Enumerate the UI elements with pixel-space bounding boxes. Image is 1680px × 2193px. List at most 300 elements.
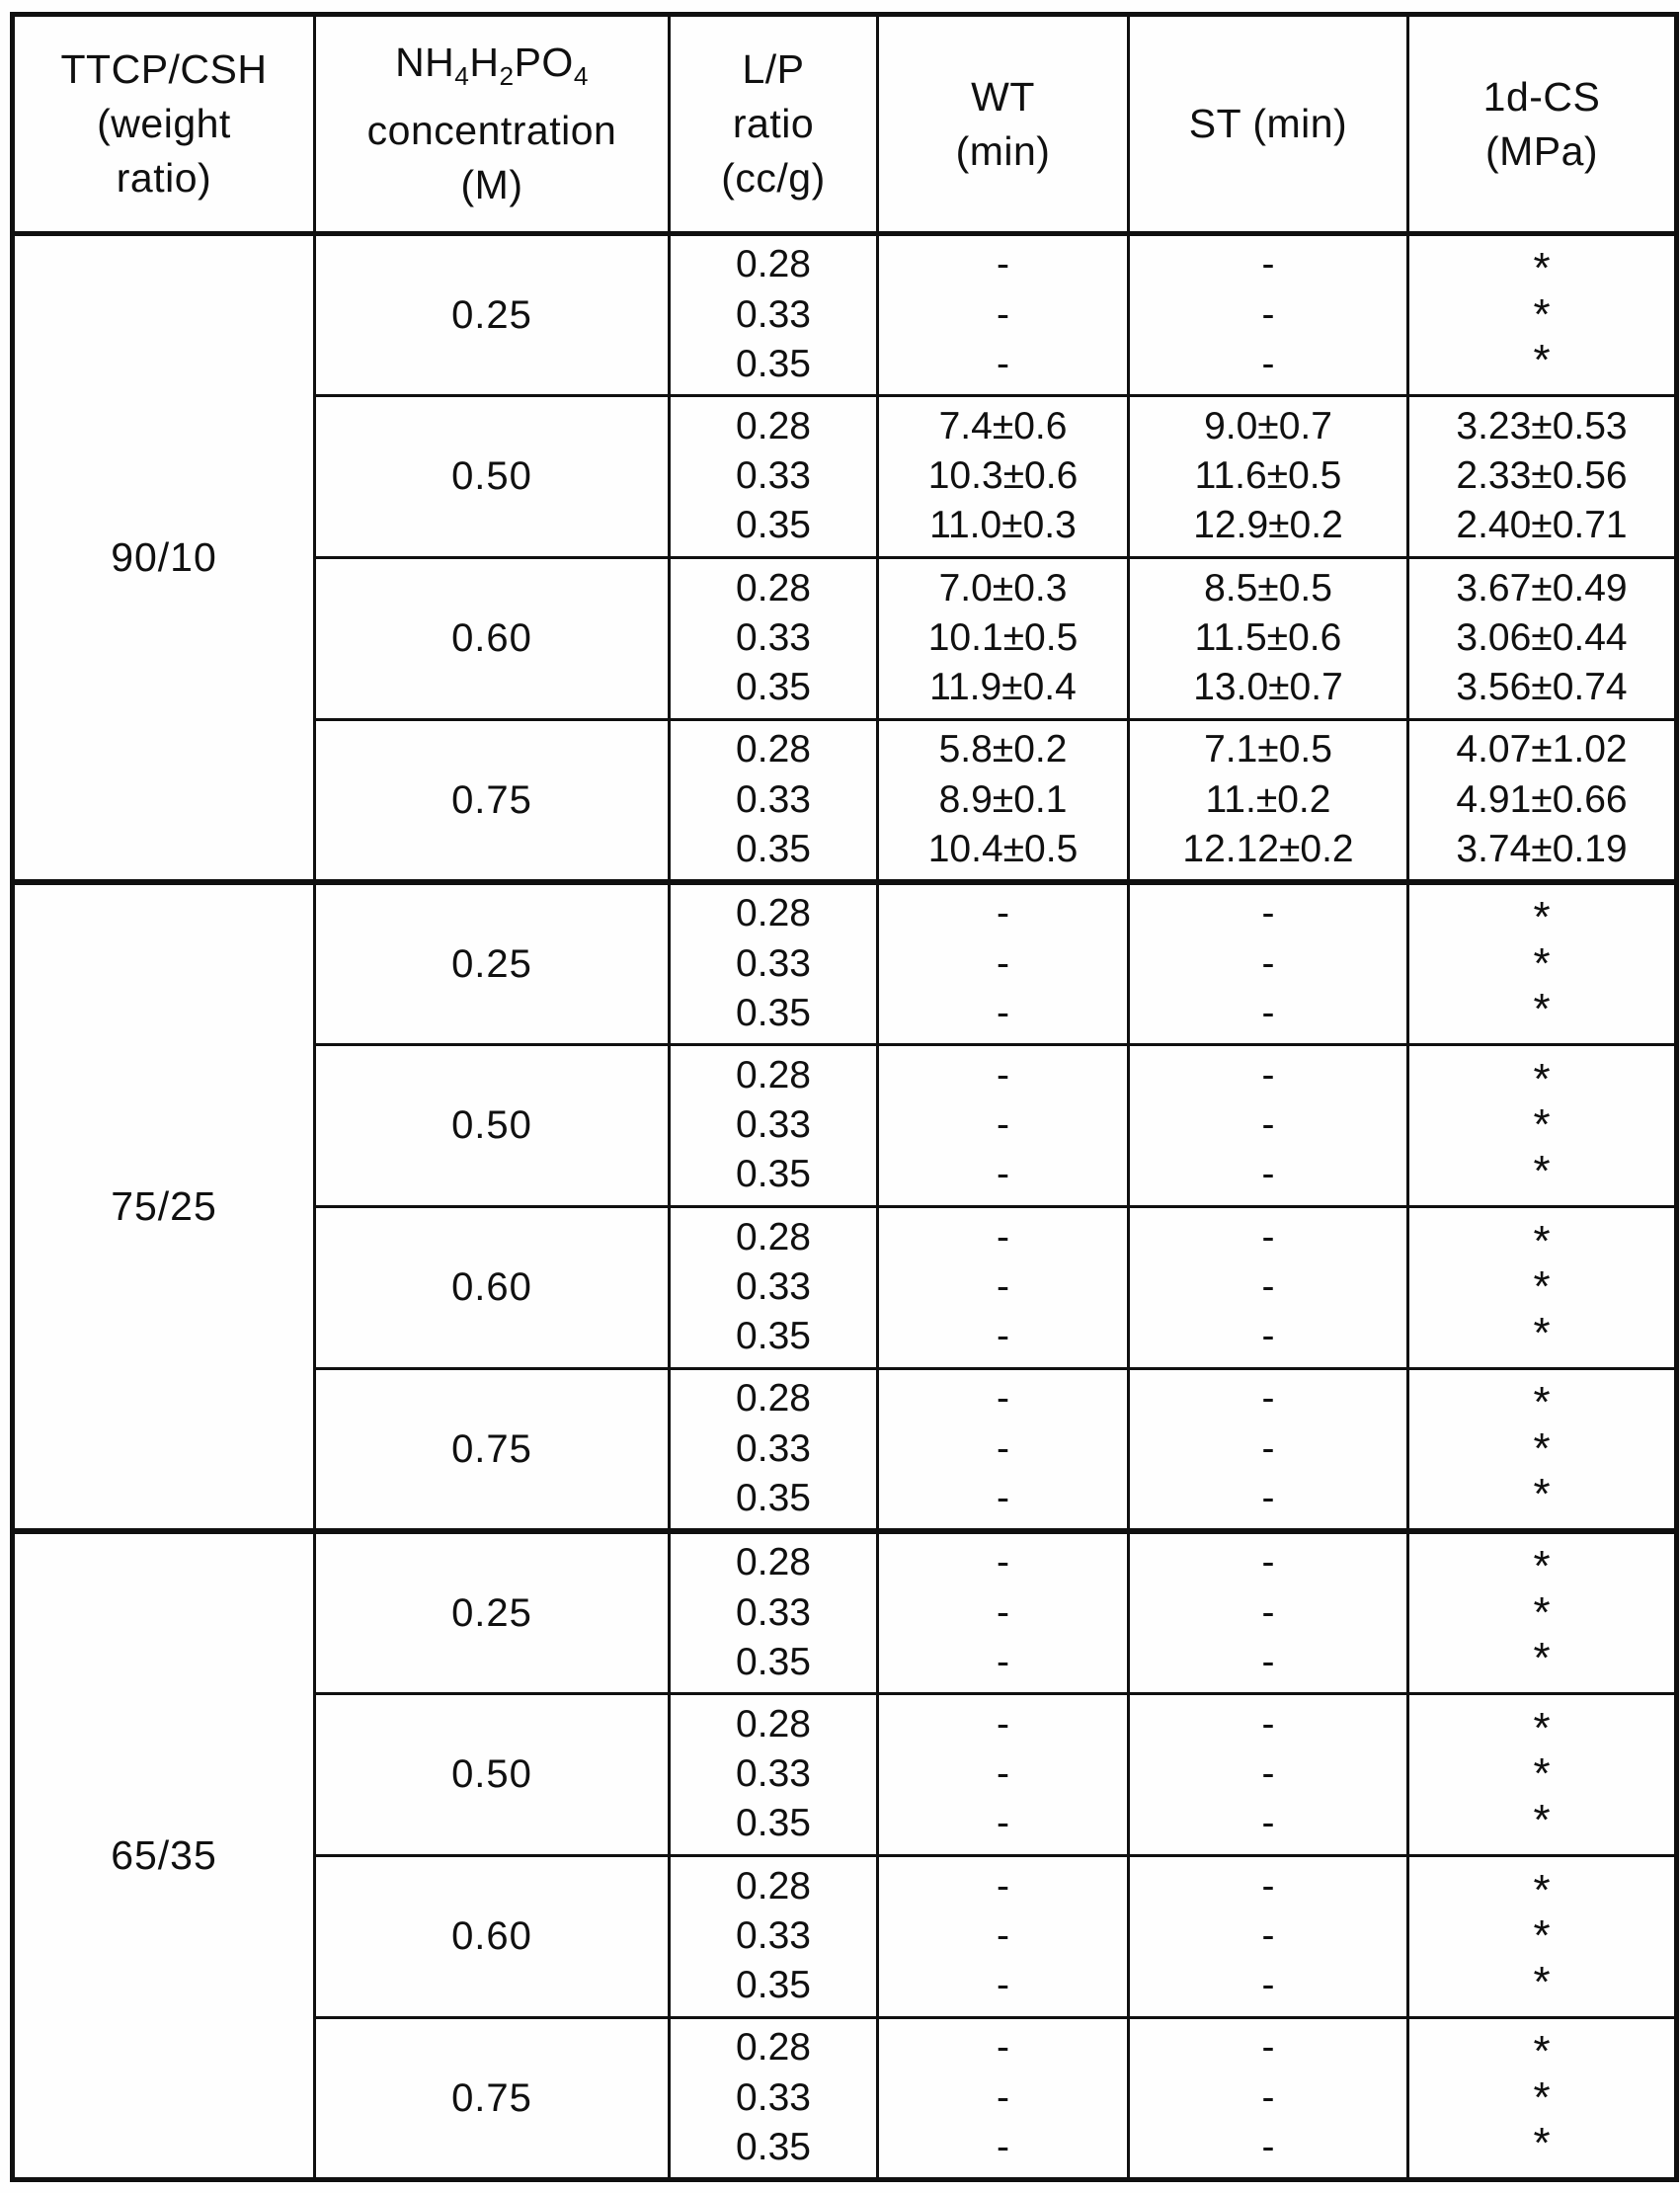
cs-cell (1408, 1856, 1677, 2018)
wt-lines (879, 721, 1127, 879)
concentration-value: 0.60 (451, 1914, 532, 1958)
cs-cell (1408, 234, 1677, 396)
cs-value: * (1533, 289, 1551, 339)
cs-cell (1408, 1045, 1677, 1207)
lp-value: 0.33 (736, 777, 811, 821)
cs-cell (1408, 1369, 1677, 1532)
st-cell (1129, 558, 1408, 720)
st-value: - (1261, 2026, 1275, 2070)
lp-cell (670, 1531, 878, 1694)
lp-value: 0.33 (736, 1752, 811, 1796)
st-value: 12.9±0.2 (1193, 504, 1343, 547)
lp-cell (670, 396, 878, 558)
lp-value: 0.35 (736, 342, 811, 385)
header-concentration (315, 15, 670, 234)
st-value: - (1261, 1541, 1275, 1584)
st-value: - (1261, 243, 1275, 286)
wt-value: - (997, 1914, 1009, 1958)
lp-value: 0.28 (736, 1702, 811, 1746)
cs-value: * (1533, 1957, 1551, 2006)
formula-subscript: 4 (573, 61, 589, 91)
wt-value: - (997, 1964, 1009, 2007)
lp-value: 0.33 (736, 1265, 811, 1309)
header-line: (M) (460, 162, 523, 207)
concentration-value: 0.25 (451, 292, 532, 337)
st-lines (1130, 1534, 1406, 1692)
wt-value: - (997, 1426, 1009, 1470)
st-value: - (1261, 1315, 1275, 1358)
wt-value: - (997, 892, 1009, 935)
cs-value: 2.33±0.56 (1456, 454, 1628, 498)
cs-cell (1408, 2018, 1677, 2180)
header-line: ST (min) (1188, 101, 1348, 146)
cs-lines (1409, 721, 1674, 879)
header-line: (MPa) (1484, 127, 1599, 174)
st-lines (1130, 1858, 1406, 2016)
header-line: (min) (955, 127, 1051, 174)
weight-ratio-value: 90/10 (111, 534, 217, 580)
weight-ratio-cell (13, 234, 315, 883)
header-st (1129, 15, 1408, 234)
lp-cell (670, 1369, 878, 1532)
lp-value: 0.33 (736, 454, 811, 498)
header-1d-cs (1408, 15, 1677, 234)
st-value: - (1261, 1802, 1275, 1845)
weight-ratio-value: 65/35 (111, 1832, 217, 1878)
st-lines (1130, 2019, 1406, 2177)
wt-value: - (997, 2125, 1009, 2168)
wt-value: - (997, 1640, 1009, 1683)
st-value: - (1261, 1964, 1275, 2007)
wt-lines (879, 885, 1127, 1043)
wt-cell (878, 1369, 1129, 1532)
wt-cell (878, 1045, 1129, 1207)
st-value: - (1261, 1864, 1275, 1908)
st-lines (1130, 398, 1406, 556)
st-cell (1129, 720, 1408, 883)
wt-lines (879, 2019, 1127, 2177)
table-body (13, 234, 1677, 2180)
cs-value: * (1533, 2119, 1551, 2168)
lp-lines (671, 1696, 876, 1854)
lp-value: 0.35 (736, 1315, 811, 1358)
concentration-cell (315, 1856, 670, 2018)
wt-cell (878, 2018, 1129, 2180)
concentration-value: 0.75 (451, 1426, 532, 1471)
st-cell (1129, 234, 1408, 396)
lp-value: 0.33 (736, 1103, 811, 1147)
cs-lines (1409, 1209, 1674, 1367)
st-cell (1129, 1856, 1408, 2018)
header-line: (weight (97, 101, 231, 146)
wt-cell (878, 396, 1129, 558)
st-value: - (1261, 1752, 1275, 1796)
st-value: - (1261, 1640, 1275, 1683)
cs-value: * (1533, 1542, 1551, 1591)
header-line: (cc/g) (721, 155, 826, 201)
wt-value: - (997, 1053, 1009, 1096)
lp-value: 0.28 (736, 566, 811, 609)
wt-cell (878, 1207, 1129, 1369)
wt-lines (879, 1209, 1127, 1367)
lp-cell (670, 720, 878, 883)
concentration-cell (315, 558, 670, 720)
lp-cell (670, 1207, 878, 1369)
wt-lines (879, 1047, 1127, 1205)
concentration-value: 0.60 (451, 1265, 532, 1309)
wt-value: - (997, 1315, 1009, 1358)
formula-text: H (469, 40, 500, 85)
wt-value: - (997, 1153, 1009, 1196)
concentration-cell (315, 234, 670, 396)
cs-lines (1409, 1696, 1674, 1854)
cs-value: * (1533, 1865, 1551, 1914)
header-wt (878, 15, 1129, 234)
cs-value: * (1533, 1911, 1551, 1961)
st-value: - (1261, 892, 1275, 935)
concentration-value: 0.25 (451, 1590, 532, 1635)
cs-value: * (1533, 1216, 1551, 1265)
cs-value: 3.06±0.44 (1456, 616, 1628, 660)
wt-value: - (997, 1377, 1009, 1421)
wt-cell (878, 720, 1129, 883)
cs-value: * (1533, 1308, 1551, 1357)
cs-lines (1409, 398, 1674, 556)
st-value: 11.6±0.5 (1194, 454, 1342, 498)
header-line: 1d-CS (1482, 73, 1601, 120)
st-value: - (1261, 2075, 1275, 2119)
st-value: 13.0±0.7 (1193, 666, 1343, 709)
wt-value: 11.9±0.4 (929, 666, 1077, 709)
st-value: 8.5±0.5 (1204, 566, 1332, 609)
cs-value: * (1533, 1378, 1551, 1427)
st-cell (1129, 2018, 1408, 2180)
wt-value: - (997, 1590, 1009, 1634)
cs-value: 3.23±0.53 (1456, 404, 1628, 447)
cs-value: * (1533, 893, 1551, 942)
cs-value: * (1533, 1423, 1551, 1473)
header-lp-ratio (670, 15, 878, 234)
concentration-cell (315, 1207, 670, 1369)
cs-value: 3.67±0.49 (1456, 566, 1628, 609)
wt-cell (878, 882, 1129, 1045)
st-value: 7.1±0.5 (1204, 728, 1332, 772)
lp-cell (670, 1045, 878, 1207)
cs-value: * (1533, 336, 1551, 385)
concentration-value: 0.50 (451, 454, 532, 498)
st-cell (1129, 1369, 1408, 1532)
st-value: - (1261, 1914, 1275, 1958)
concentration-cell (315, 1045, 670, 1207)
wt-value: - (997, 2075, 1009, 2119)
lp-value: 0.35 (736, 1476, 811, 1519)
st-value: - (1261, 991, 1275, 1034)
cs-value: * (1533, 938, 1551, 988)
lp-value: 0.35 (736, 1640, 811, 1683)
concentration-cell (315, 396, 670, 558)
cs-cell (1408, 396, 1677, 558)
cs-cell (1408, 882, 1677, 1045)
cs-value: * (1533, 1703, 1551, 1752)
cs-lines (1409, 885, 1674, 1043)
concentration-value: 0.60 (451, 616, 532, 660)
lp-value: 0.28 (736, 1377, 811, 1421)
header-line: TTCP/CSH (60, 46, 268, 92)
wt-value: 11.0±0.3 (929, 504, 1077, 547)
concentration-value: 0.50 (451, 1103, 532, 1147)
lp-cell (670, 1856, 878, 2018)
lp-value: 0.33 (736, 616, 811, 660)
st-lines (1130, 1047, 1406, 1205)
wt-value: - (997, 1265, 1009, 1309)
concentration-value: 0.75 (451, 777, 532, 822)
st-value: - (1261, 1426, 1275, 1470)
st-lines (1130, 560, 1406, 718)
st-cell (1129, 396, 1408, 558)
lp-cell (670, 882, 878, 1045)
st-cell (1129, 1531, 1408, 1694)
lp-lines (671, 1858, 876, 2016)
st-value: - (1261, 1476, 1275, 1519)
wt-value: 10.4±0.5 (927, 827, 1079, 870)
st-value: - (1261, 1590, 1275, 1634)
st-lines (1130, 885, 1406, 1043)
lp-value: 0.28 (736, 2026, 811, 2070)
st-value: - (1261, 1103, 1275, 1147)
cs-value: * (1533, 1054, 1551, 1103)
concentration-cell (315, 1694, 670, 1856)
formula-text: PO (514, 40, 574, 85)
header-line: WT (971, 73, 1035, 120)
st-cell (1129, 1694, 1408, 1856)
cs-value: * (1533, 985, 1551, 1034)
concentration-cell (315, 2018, 670, 2180)
header-line: concentration (366, 108, 617, 153)
wt-cell (878, 1694, 1129, 1856)
st-cell (1129, 1207, 1408, 1369)
cs-value: * (1533, 2027, 1551, 2076)
wt-cell (878, 558, 1129, 720)
wt-value: - (997, 1541, 1009, 1584)
chemical-formula (316, 36, 668, 104)
weight-ratio-cell (13, 882, 315, 1531)
wt-value: - (997, 991, 1009, 1034)
weight-ratio-cell (13, 1531, 315, 2180)
lp-value: 0.35 (736, 827, 811, 870)
lp-lines (671, 1370, 876, 1528)
cs-lines (1409, 2019, 1674, 2177)
cs-value: 4.91±0.66 (1456, 777, 1628, 821)
header-row (13, 15, 1677, 234)
cs-cell (1408, 1694, 1677, 1856)
lp-value: 0.28 (736, 892, 811, 935)
cs-value: * (1533, 1470, 1551, 1519)
lp-value: 0.33 (736, 1590, 811, 1634)
wt-value: - (997, 1752, 1009, 1796)
wt-cell (878, 1531, 1129, 1694)
lp-lines (671, 1047, 876, 1205)
lp-value: 0.28 (736, 728, 811, 772)
wt-value: 7.4±0.6 (938, 404, 1068, 447)
st-lines (1130, 1696, 1406, 1854)
lp-value: 0.33 (736, 1914, 811, 1958)
header-ttcp-csh (13, 15, 315, 234)
st-value: 11.±0.2 (1205, 777, 1331, 821)
wt-value: 8.9±0.1 (938, 777, 1068, 821)
formula-subscript: 4 (454, 61, 470, 91)
wt-value: - (997, 1476, 1009, 1519)
lp-value: 0.33 (736, 2075, 811, 2119)
cs-value: 2.40±0.71 (1456, 504, 1628, 547)
cs-value: * (1533, 1795, 1551, 1844)
wt-value: - (997, 1702, 1009, 1746)
cs-value: * (1533, 1749, 1551, 1799)
st-value: - (1261, 1215, 1275, 1259)
st-value: - (1261, 1702, 1275, 1746)
concentration-cell (315, 1369, 670, 1532)
cs-lines (1409, 560, 1674, 718)
lp-lines (671, 885, 876, 1043)
block-row (13, 882, 1677, 1045)
lp-value: 0.28 (736, 404, 811, 447)
lp-value: 0.35 (736, 666, 811, 709)
st-lines (1130, 721, 1406, 879)
lp-lines (671, 721, 876, 879)
wt-value: - (997, 941, 1009, 985)
concentration-value: 0.50 (451, 1752, 532, 1796)
lp-value: 0.33 (736, 941, 811, 985)
wt-cell (878, 1856, 1129, 2018)
lp-value: 0.35 (736, 504, 811, 547)
st-value: - (1261, 1053, 1275, 1096)
wt-cell (878, 234, 1129, 396)
wt-lines (879, 1534, 1127, 1692)
st-cell (1129, 882, 1408, 1045)
lp-cell (670, 558, 878, 720)
cs-value: * (1533, 244, 1551, 293)
st-value: - (1261, 1377, 1275, 1421)
cs-lines (1409, 1858, 1674, 2016)
st-value: - (1261, 941, 1275, 985)
st-value: - (1261, 1153, 1275, 1196)
wt-value: - (997, 2026, 1009, 2070)
concentration-value: 0.25 (451, 941, 532, 986)
lp-lines (671, 236, 876, 394)
results-table (10, 12, 1679, 2182)
lp-cell (670, 2018, 878, 2180)
concentration-value: 0.75 (451, 2075, 532, 2120)
wt-value: 5.8±0.2 (938, 728, 1068, 772)
st-lines (1130, 1209, 1406, 1367)
concentration-cell (315, 720, 670, 883)
cs-lines (1409, 236, 1674, 394)
cs-value: * (1533, 1146, 1551, 1195)
header-line: L/P (742, 46, 805, 92)
cs-cell (1408, 558, 1677, 720)
concentration-cell (315, 1531, 670, 1694)
cs-value: * (1533, 1262, 1551, 1312)
cs-cell (1408, 720, 1677, 883)
wt-value: - (997, 1864, 1009, 1908)
cs-value: * (1533, 2072, 1551, 2122)
header-line: ratio (732, 101, 815, 146)
lp-value: 0.28 (736, 1215, 811, 1259)
st-value: - (1261, 342, 1275, 385)
wt-value: 10.1±0.5 (927, 616, 1079, 660)
wt-value: - (997, 1215, 1009, 1259)
cs-lines (1409, 1370, 1674, 1528)
st-value: 11.5±0.6 (1194, 616, 1342, 660)
st-value: - (1261, 292, 1275, 336)
cs-value: * (1533, 1587, 1551, 1637)
wt-lines (879, 1696, 1127, 1854)
lp-value: 0.28 (736, 243, 811, 286)
cs-value: 3.74±0.19 (1456, 827, 1628, 870)
lp-value: 0.35 (736, 1153, 811, 1196)
lp-value: 0.33 (736, 1426, 811, 1470)
st-cell (1129, 1045, 1408, 1207)
st-value: - (1261, 2125, 1275, 2168)
cs-value: 4.07±1.02 (1456, 728, 1628, 772)
lp-value: 0.35 (736, 1964, 811, 2007)
lp-cell (670, 234, 878, 396)
wt-value: - (997, 1802, 1009, 1845)
lp-value: 0.28 (736, 1541, 811, 1584)
concentration-cell (315, 882, 670, 1045)
wt-value: - (997, 1103, 1009, 1147)
wt-value: - (997, 342, 1009, 385)
header-line: ratio) (116, 155, 212, 201)
st-lines (1130, 236, 1406, 394)
st-value: 12.12±0.2 (1182, 827, 1354, 870)
wt-value: 7.0±0.3 (938, 566, 1068, 609)
lp-lines (671, 398, 876, 556)
wt-lines (879, 236, 1127, 394)
cs-cell (1408, 1207, 1677, 1369)
formula-subscript: 2 (499, 61, 515, 91)
wt-lines (879, 1370, 1127, 1528)
cs-value: * (1533, 1634, 1551, 1683)
lp-value: 0.33 (736, 292, 811, 336)
lp-lines (671, 1209, 876, 1367)
wt-lines (879, 560, 1127, 718)
st-value: 9.0±0.7 (1204, 404, 1332, 447)
cs-cell (1408, 1531, 1677, 1694)
lp-value: 0.35 (736, 2125, 811, 2168)
cs-lines (1409, 1534, 1674, 1692)
lp-value: 0.35 (736, 991, 811, 1034)
lp-lines (671, 560, 876, 718)
block-row (13, 234, 1677, 396)
st-lines (1130, 1370, 1406, 1528)
wt-value: 10.3±0.6 (927, 454, 1079, 498)
cs-value: * (1533, 1100, 1551, 1150)
lp-value: 0.35 (736, 1802, 811, 1845)
lp-lines (671, 2019, 876, 2177)
wt-value: - (997, 292, 1009, 336)
wt-value: - (997, 243, 1009, 286)
lp-value: 0.28 (736, 1864, 811, 1908)
weight-ratio-value: 75/25 (111, 1183, 217, 1229)
st-value: - (1261, 1265, 1275, 1309)
wt-lines (879, 1858, 1127, 2016)
lp-value: 0.28 (736, 1053, 811, 1096)
wt-lines (879, 398, 1127, 556)
cs-value: 3.56±0.74 (1456, 666, 1628, 709)
lp-cell (670, 1694, 878, 1856)
formula-text: NH (395, 40, 455, 85)
lp-lines (671, 1534, 876, 1692)
